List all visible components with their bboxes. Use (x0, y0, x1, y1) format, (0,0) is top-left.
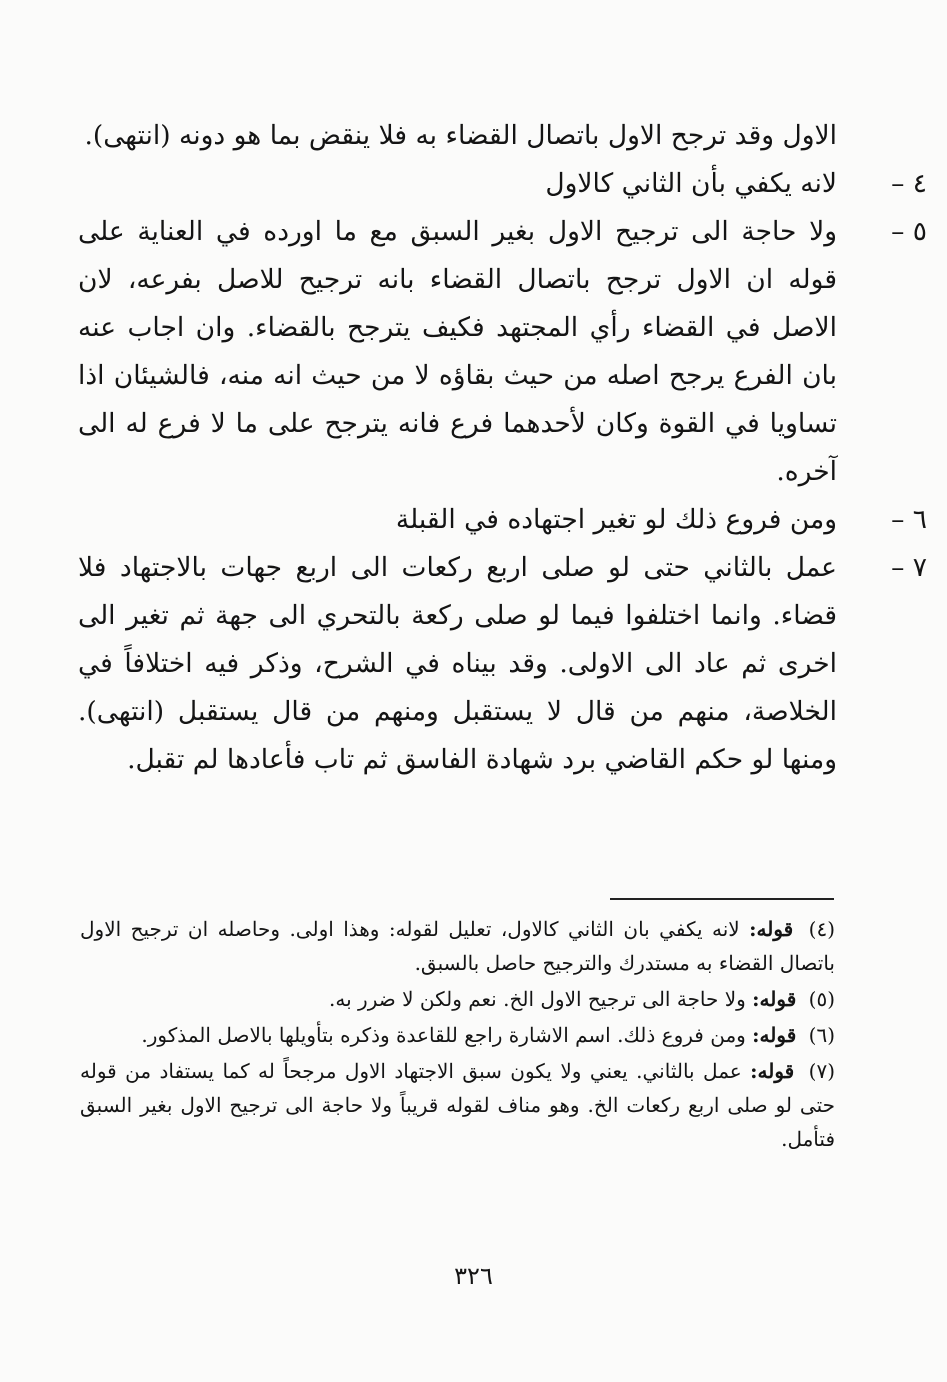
footnote-text: لانه يكفي بان الثاني كالاول، تعليل لقوله: وهذا اولى. وحاصله ان ترجيح الاول باتصال القضاء به مستدرك والترجيح حاصل بالسبق. (80, 917, 835, 975)
numbered-item-4 (78, 160, 927, 208)
numbered-item-5 (78, 208, 927, 496)
page-number: ٣٢٦ (454, 1262, 493, 1290)
item-text: لانه يكفي بأن الثاني كالاول (545, 168, 837, 199)
footnote-text: ومن فروع ذلك. اسم الاشارة راجع للقاعدة وذكره بتأويلها بالاصل المذكور. (141, 1023, 746, 1047)
footnote-number: (٤) (808, 917, 836, 941)
item-text: عمل بالثاني حتى لو صلى اربع ركعات الى اربع جهات بالاجتهاد فلا قضاء. وانما اختلفوا فيما لو صلى ركعة بالتحري الى جهة ثم تغير الى اخرى ثم عاد الى الاولى. وقد بيناه في الشرح، وذكر فيه اختلافاً في الخلاصة، منهم من قال لا يستقبل ومنهم من قال يستقبل (انتهى). ومنها لو حكم القاضي برد شهادة الفاسق ثم تاب فأعادها لم تقبل. (78, 552, 837, 775)
footnote-7 (80, 1054, 835, 1156)
footnote-number: (٦) (808, 1023, 835, 1047)
numbered-item-7 (78, 544, 927, 784)
footnote-label: قوله: (752, 987, 797, 1011)
footnote-4 (80, 912, 835, 980)
footnote-divider (610, 898, 834, 900)
item-number: ٥ – (891, 216, 927, 247)
item-text: ولا حاجة الى ترجيح الاول بغير السبق مع ما اورده في العناية على قوله ان الاول ترجح باتصال القضاء بانه ترجيح للاصل بفرعه، لان الاصل في القضاء رأي المجتهد فكيف يترجح بالقضاء. وان اجاب عنه بان الفرع يرجح اصله من حيث بقاؤه لا من حيث انه منه، فالشيئان اذا تساويا في القوة وكان لأحدهما فرع فانه يترجح على ما لا فرع له الى آخره. (78, 216, 837, 487)
footnotes (80, 912, 835, 1158)
footnote-number: (٥) (808, 987, 835, 1011)
item-number: ٧ – (891, 552, 927, 583)
item-number: ٦ – (891, 504, 927, 535)
main-text (78, 112, 927, 784)
continuation-paragraph: الاول وقد ترجح الاول باتصال القضاء به فلا ينقض بما هو دونه (انتهى). (84, 120, 837, 151)
footnote-5 (80, 982, 835, 1016)
footnote-6 (80, 1018, 835, 1052)
footnote-text: ولا حاجة الى ترجيح الاول الخ. نعم ولكن لا ضرر به. (329, 987, 746, 1011)
item-number: ٤ – (891, 168, 927, 199)
footnote-label: قوله: (749, 917, 794, 941)
footnote-number: (٧) (808, 1059, 836, 1083)
numbered-item-6 (78, 496, 927, 544)
footnote-text: عمل بالثاني. يعني ولا يكون سبق الاجتهاد الاول مرجحاً له كما يستفاد من قوله حتى لو صلى اربع ركعات الخ. وهو مناف لقوله قريباً ولا حاجة الى ترجيح الاول بغير السبق فتأمل. (80, 1059, 835, 1151)
item-text: ومن فروع ذلك لو تغير اجتهاده في القبلة (395, 504, 837, 535)
footnote-label: قوله: (752, 1023, 797, 1047)
footnote-label: قوله: (750, 1059, 795, 1083)
